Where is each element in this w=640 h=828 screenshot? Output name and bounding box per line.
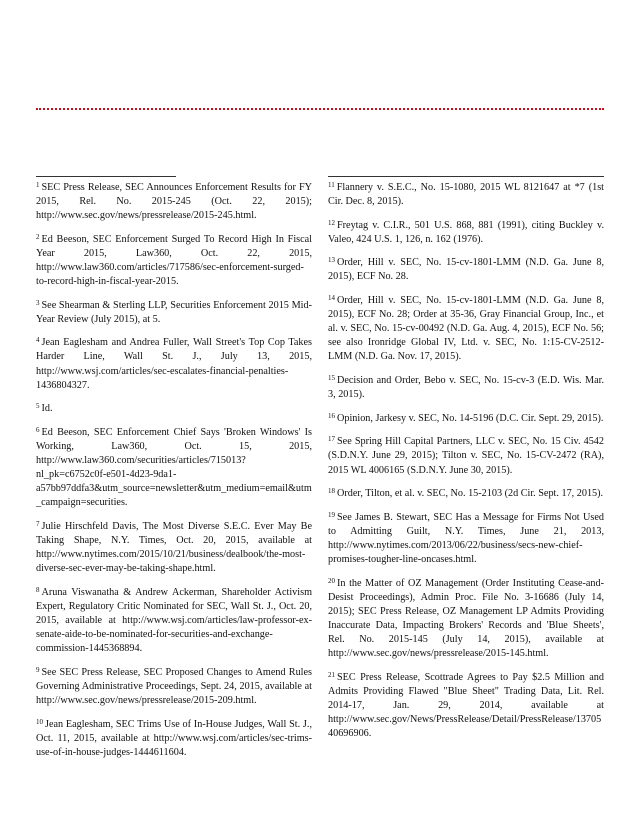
footnote-21: [328, 671, 604, 741]
footnote-number: 17: [328, 435, 335, 444]
footnote-text: Julie Hirschfeld Davis, The Most Diverse S.E.C. Ever May Be Taking Shape, N.Y. Times, Oct. 20, 2015, available at http://www.nytimes.com/2015/10/21/business/dealbook/the-most-diverse-sec-ever-may-be-taking-shape.html.: [36, 520, 312, 575]
footnote-7: [36, 520, 312, 576]
footnotes-right-column: [328, 176, 604, 751]
footnote-6: [36, 426, 312, 511]
footnote-text: Flannery v. S.E.C., No. 15-1080, 2015 WL 8121647 at *7 (1st Cir. Dec. 8, 2015).: [328, 182, 604, 208]
footnote-text: See SEC Press Release, SEC Proposed Changes to Amend Rules Governing Administrative Proceedings, Sept. 24, 2015, available at http://www.sec.gov/news/pressrelease/2015-209.html.: [36, 666, 312, 706]
footnote-19: [328, 511, 604, 567]
footnote-8: [36, 586, 312, 656]
footnote-number: 9: [36, 665, 40, 674]
footnote-text: Ed Beeson, SEC Enforcement Surged To Record High In Fiscal Year 2015, Law360, Oct. 22, 2015, http://www.law360.com/articles/717586/sec-enforcement-surged-to-record-high-in-fiscal-year-2015.: [36, 233, 312, 288]
footnote-1: [36, 181, 312, 223]
footnote-text: SEC Press Release, SEC Announces Enforcement Results for FY 2015, Rel. No. 2015-245 (Oct. 22, 2015); http://www.sec.gov/news/pressrelease/2015-245.html.: [36, 182, 312, 222]
footnote-separator: [36, 176, 176, 177]
footnote-9: [36, 666, 312, 708]
footnote-number: 21: [328, 670, 335, 679]
header-dotted-rule: [36, 108, 604, 110]
footnote-12: [328, 219, 604, 247]
footnote-number: 10: [36, 717, 43, 726]
footnote-number: 1: [36, 181, 40, 189]
footnote-number: 13: [328, 256, 335, 265]
footnote-number: 11: [328, 181, 335, 189]
footnote-11: [328, 181, 604, 209]
footnote-text: Opinion, Jarkesy v. SEC, No. 14-5196 (D.C. Cir. Sept. 29, 2015).: [337, 412, 604, 424]
footnote-number: 20: [328, 576, 335, 585]
footnotes-left-column: [36, 176, 312, 769]
footnote-number: 19: [328, 510, 335, 519]
footnote-number: 4: [36, 336, 40, 345]
footnote-text: Jean Eaglesham and Andrea Fuller, Wall Street's Top Cop Takes Harder Line, Wall St. J., July 13, 2015, http://www.wsj.com/articles/sec-escalates-financial-penalties-1436804327.: [36, 337, 312, 391]
footnote-10: [36, 718, 312, 760]
footnote-text: Order, Hill v. SEC, No. 15-cv-1801-LMM (N.D. Ga. June 8, 2015), ECF No. 28; Order at 35-36, Gray Financial Group, Inc., et al. v. SEC, No. 15-cv-00492 (N.D. Ga. Aug. 4, 2015), ECF No. 56; see also Ironridge Global IV, Ltd. v. SEC, No. 1:15-CV-2512-LMM (N.D. Ga. Nov. 17, 2015).: [328, 295, 604, 363]
footnote-18: [328, 487, 604, 501]
footnote-3: [36, 299, 312, 327]
footnote-number: 16: [328, 411, 335, 420]
footnote-text: Aruna Viswanatha & Andrew Ackerman, Shareholder Activism Expert, Regulatory Critic Nominated for SEC, Wall St. J., Oct. 20, 2015, available at http://www.wsj.com/articles/law-professor-ex-senate-aide-to-be-nominated-for-securities-and-exchange-commission-1445368894.: [36, 586, 312, 655]
footnote-text: Ed Beeson, SEC Enforcement Chief Says 'Broken Windows' Is Working, Law360, Oct. 15, 2015, http://www.law360.com/securities/articles/715013?nl_pk=c6752c0f-e501-4d23-9da1-a57bb97ddfa3&utm_source=newsletter&utm_medium=email&utm_campaign=securities.: [36, 426, 312, 509]
footnote-number: 14: [328, 294, 335, 303]
footnote-number: 15: [328, 374, 335, 383]
footnote-number: 2: [36, 232, 40, 241]
footnote-text: Id.: [41, 403, 53, 415]
footnote-text: SEC Press Release, Scottrade Agrees to Pay $2.5 Million and Admits Providing Flawed "Blue Sheet" Trading Data, Lit. Rel. 2014-17, Jan. 29, 2014, available at http://www.sec.gov/News/PressRelease/Detail/PressRelease/1370540696906.: [328, 671, 604, 739]
footnote-text: Freytag v. C.I.R., 501 U.S. 868, 881 (1991), citing Buckley v. Valeo, 424 U.S. 1, 126, n. 162 (1976).: [328, 219, 604, 245]
footnote-text: Order, Hill v. SEC, No. 15-cv-1801-LMM (N.D. Ga. June 8, 2015), ECF No. 28.: [328, 257, 604, 283]
footnote-number: 7: [36, 519, 40, 528]
footnote-number: 8: [36, 585, 40, 594]
footnote-text: Jean Eaglesham, SEC Trims Use of In-House Judges, Wall St. J., Oct. 11, 2015, available at http://www.wsj.com/articles/sec-trims-use-of-in-house-judges-1444611604.: [36, 718, 312, 758]
footnote-2: [36, 233, 312, 289]
footnote-number: 18: [328, 487, 335, 496]
footnote-16: [328, 412, 604, 426]
footnote-15: [328, 374, 604, 402]
footnote-number: 12: [328, 218, 335, 227]
footnote-13: [328, 256, 604, 284]
footnote-number: 6: [36, 425, 40, 434]
footnote-14: [328, 294, 604, 364]
footnote-4: [36, 336, 312, 392]
footnote-text: See James B. Stewart, SEC Has a Message for Firms Not Used to Admitting Guilt, N.Y. Times, June 21, 2013, http://www.nytimes.com/2013/06/22/business/secs-new-chief-promises-tougher-line-oncases.html.: [328, 511, 604, 565]
footnote-5: [36, 402, 312, 416]
footnote-number: 5: [36, 402, 40, 411]
footnote-text: See Spring Hill Capital Partners, LLC v. SEC, No. 15 Civ. 4542 (S.D.N.Y. June 29, 2015); Tilton v. SEC, No. 15-CV-2472 (RA), 2015 WL 4006165 (S.D.N.Y. June 30, 2015).: [328, 436, 604, 476]
footnote-text: Decision and Order, Bebo v. SEC, No. 15-cv-3 (E.D. Wis. Mar. 3, 2015).: [328, 375, 604, 401]
footnote-20: [328, 577, 604, 662]
footnote-separator: [328, 176, 604, 177]
footnote-text: In the Matter of OZ Management (Order Instituting Cease-and-Desist Proceedings), Admin Proc. File No. 3-16686 (July 14, 2015); SEC Press Release, OZ Management LP Admits Providing Inaccurate Data, Impacting Brokers' Records and 'Blue Sheets', Rel. No. 2015-145 (July 14, 2015), available at http://www.sec.gov/news/pressrelease/2015-145.html.: [328, 577, 604, 660]
footnote-text: Order, Tilton, et al. v. SEC, No. 15-2103 (2d Cir. Sept. 17, 2015).: [337, 488, 604, 500]
footnote-17: [328, 435, 604, 477]
footnote-text: See Shearman & Sterling LLP, Securities Enforcement 2015 Mid-Year Review (July 2015), at 5.: [36, 299, 312, 325]
footnote-number: 3: [36, 298, 40, 307]
